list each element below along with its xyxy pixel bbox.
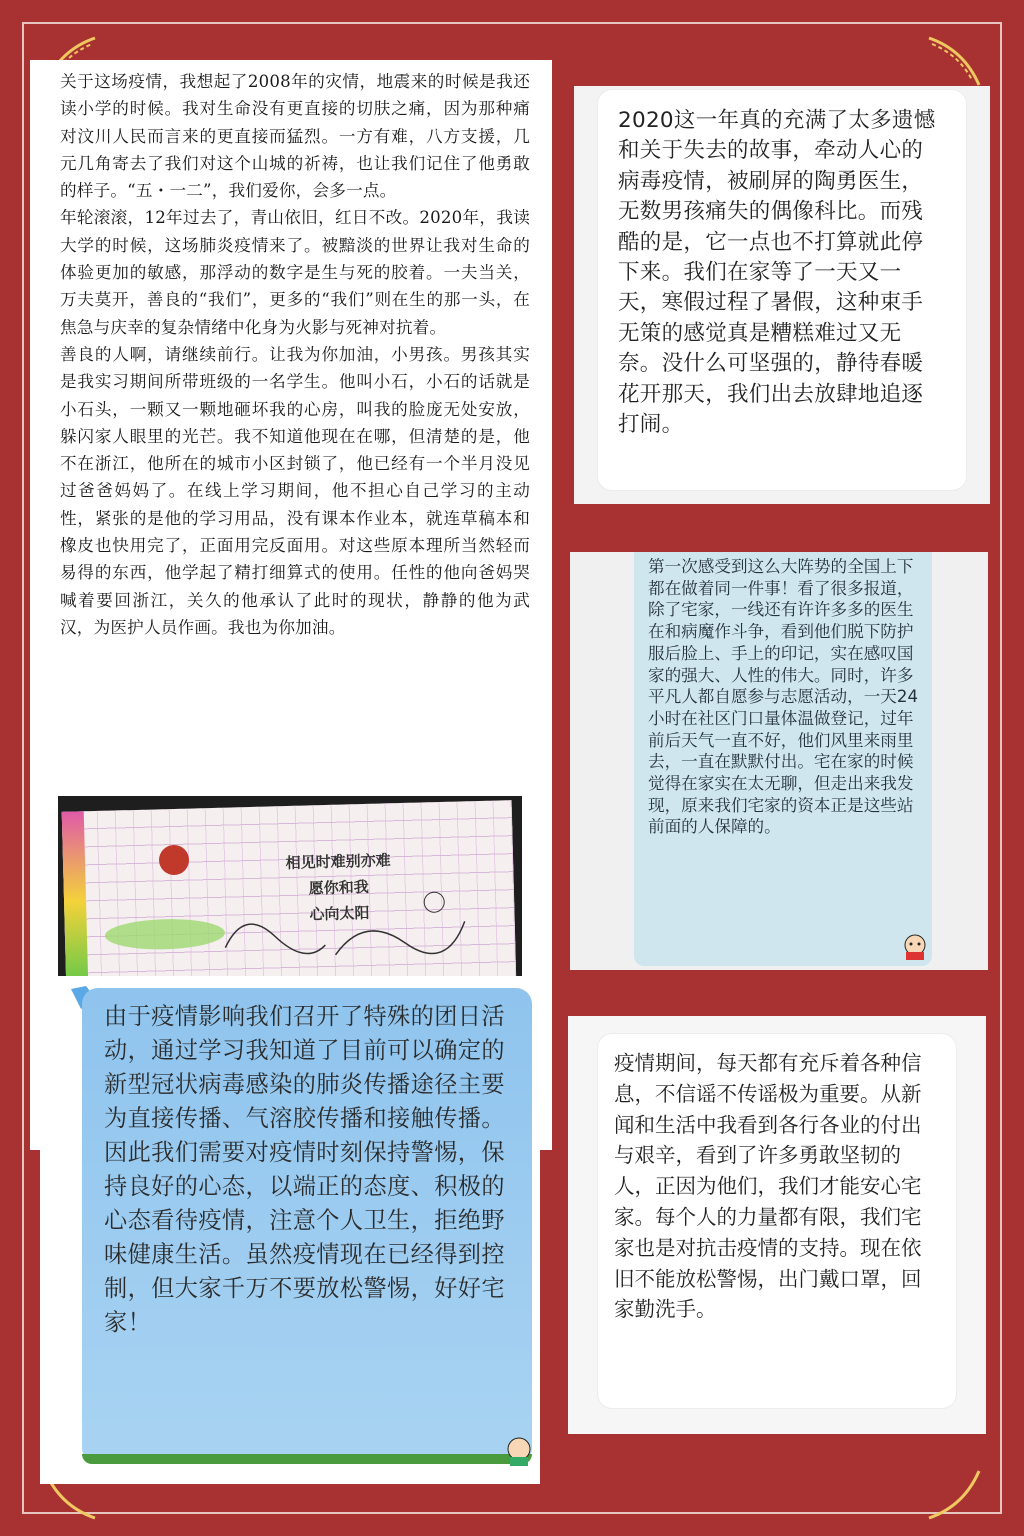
article-paragraph: 善良的人啊，请继续前行。让我为你加油，小男孩。男孩其实是我实习期间所带班级的一名学生。他叫小石，小石的话就是小石头，一颗又一颗地砸坏我的心房，叫我的脸庞无处安放，躲闪家人眼里的光芒。我不知道他现在在哪，但清楚的是，他不在浙江，他所在的城市小区封锁了，他已经有一个半月没见过爸爸妈妈了。在线上学习期间，他不担心自己学习的主动性，紧张的是他的学习用品，没有课本作业本，就连草稿本和橡皮也快用完了，正面用完反面用。对这些原本理所当然轻而易得的东西，他学起了精打细算式的使用。任性的他向爸妈哭喊着要回浙江，关久的他承认了此时的现状，静静的他为武汉，为医护人员作画。我也为你加油。: [60, 344, 530, 637]
message-bubble: 2020这一年真的充满了太多遗憾和关于失去的故事，牵动人心的病毒疫情，被刷屏的陶勇医生，无数男孩痛失的偶像科比。而残酷的是，它一点也不打算就此停下来。我们在家等了一天又一天，寒假过程了暑假，这种束手无策的感觉真是糟糕难过又无奈。没什么可坚强的，静待春暖花开那天，我们出去放肆地追逐打闹。: [598, 90, 966, 490]
message-bubble: 第一次感受到这么大阵势的全国上下都在做着同一件事！看了很多报道，除了宅家，一线还有许许多多的医生在和病魔作斗争，看到他们脱下防护服后脸上、手上的印记，实在感叹国家的强大、人性的伟大。同时，许多平凡人都自愿参与志愿活动，一天24小时在社区门口量体温做登记，过年前后天气一直不好，他们风里来雨里去，一直在默默付出。宅在家的时候觉得在家实在太无聊，但走出来我发现，原来我们宅家的资本正是这些站前面的人保障的。: [634, 552, 932, 966]
article-paragraph: 关于这场疫情，我想起了2008年的灾情，地震来的时候是我还读小学的时候。我对生命没有更直接的切肤之痛，因为那种痛对汶川人民而言来的更直接而猛烈。一方有难，八方支援，几元几角寄去了我们对这个山城的祈祷，也让我们记住了他勇敢的样子。“五・一二”，我们爱你，会多一点。: [60, 72, 530, 201]
message-bubble: 由于疫情影响我们召开了特殊的团日活动，通过学习我知道了目前可以确定的新型冠状病毒感染的肺炎传播途径主要为直接传播、气溶胶传播和接触传播。因此我们需要对疫情时刻保持警惕，保持良好的心态，以端正的态度、积极的心态看待疫情，注意个人卫生，拒绝野味健康生活。虽然疫情现在已经得到控制，但大家千万不要放松警惕，好好宅家！: [82, 988, 532, 1464]
message-card-4: [568, 1016, 986, 1434]
drawing-paper: [62, 800, 517, 976]
message-card-2: [570, 552, 988, 970]
corner-ornament: [924, 30, 984, 90]
message-bubble: 疫情期间，每天都有充斥着各种信息，不信谣不传谣极为重要。从新闻和生活中我看到各行各业的付出与艰辛，看到了许多勇敢坚韧的人，正因为他们，我们才能安心宅家。每个人的力量都有限，我们宅家也是对抗击疫情的支持。现在依旧不能放松警惕，出门戴口罩，回家勤洗手。: [598, 1034, 956, 1408]
message-card-1: [574, 86, 990, 504]
article-paragraph: 年轮滚滚，12年过去了，青山依旧，红日不改。2020年，我读大学的时候，这场肺炎疫情来了。被黯淡的世界让我对生命的体验更加的敏感，那浮动的数字是生与死的胶着。一夫当关，万夫莫开，善良的“我们”，更多的“我们”则在生的那一头，在焦急与庆幸的复杂情绪中化身为火影与死神对抗着。: [60, 208, 530, 337]
child-drawing-photo: [58, 796, 522, 976]
article-text: [60, 68, 530, 641]
cartoon-sticker-icon: [900, 932, 930, 962]
drawing-caption: 相见时难别亦难 愿你和我 心向太阳: [285, 851, 391, 924]
corner-ornament: [924, 1466, 984, 1526]
message-card-3: [40, 984, 540, 1484]
cartoon-sticker-icon: [502, 1434, 536, 1468]
